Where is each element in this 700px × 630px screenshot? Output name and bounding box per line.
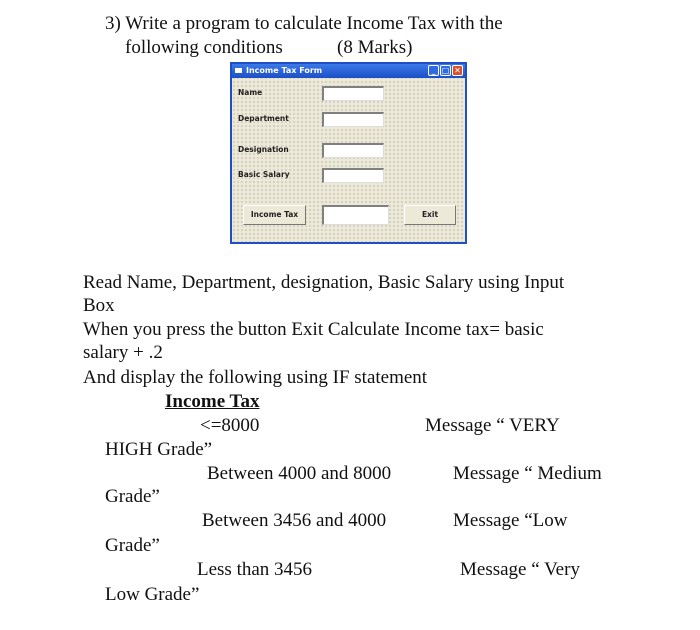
basic-salary-input[interactable] (322, 168, 384, 183)
body-line: salary + .2 (83, 342, 163, 363)
body-line: And display the following using IF statement (83, 367, 428, 388)
condition-message: Message “Low (453, 510, 568, 531)
condition-message: Message “ Medium (453, 463, 602, 484)
designation-input[interactable] (322, 143, 384, 158)
income-tax-button[interactable]: Income Tax (243, 205, 306, 225)
basic-salary-label: Basic Salary (238, 170, 290, 179)
app-icon (235, 68, 242, 73)
exit-button[interactable]: Exit (404, 205, 456, 225)
condition-message-cont: Grade” (105, 535, 160, 556)
name-input[interactable] (322, 86, 384, 101)
income-tax-output[interactable] (322, 205, 389, 225)
income-tax-heading: Income Tax (165, 391, 260, 412)
condition-message-cont: Grade” (105, 486, 160, 507)
question-line-2: following conditions (125, 37, 283, 58)
close-button[interactable]: ✕ (452, 65, 463, 76)
condition-range: Less than 3456 (197, 559, 313, 580)
name-label: Name (238, 88, 263, 97)
department-input[interactable] (322, 112, 384, 127)
window-title: Income Tax Form (246, 66, 323, 75)
condition-range: Between 3456 and 4000 (202, 510, 387, 531)
condition-message: Message “ VERY (425, 415, 560, 436)
question-line-1: 3) Write a program to calculate Income Tax with the (105, 13, 503, 34)
minimize-button[interactable]: _ (428, 65, 439, 76)
body-line: Box (83, 295, 115, 316)
body-line: Read Name, Department, designation, Basic Salary using Input (83, 272, 565, 293)
maximize-button[interactable]: □ (441, 66, 450, 75)
question-marks: (8 Marks) (337, 37, 413, 58)
department-label: Department (238, 114, 289, 123)
condition-message-cont: Low Grade” (105, 584, 200, 605)
condition-range: <=8000 (200, 415, 260, 436)
condition-message-cont: HIGH Grade” (105, 439, 213, 460)
condition-range: Between 4000 and 8000 (207, 463, 392, 484)
body-line: When you press the button Exit Calculate Income tax= basic (83, 319, 544, 340)
title-bar (232, 64, 465, 78)
income-tax-form-window (230, 62, 467, 244)
condition-message: Message “ Very (460, 559, 580, 580)
designation-label: Designation (238, 145, 289, 154)
